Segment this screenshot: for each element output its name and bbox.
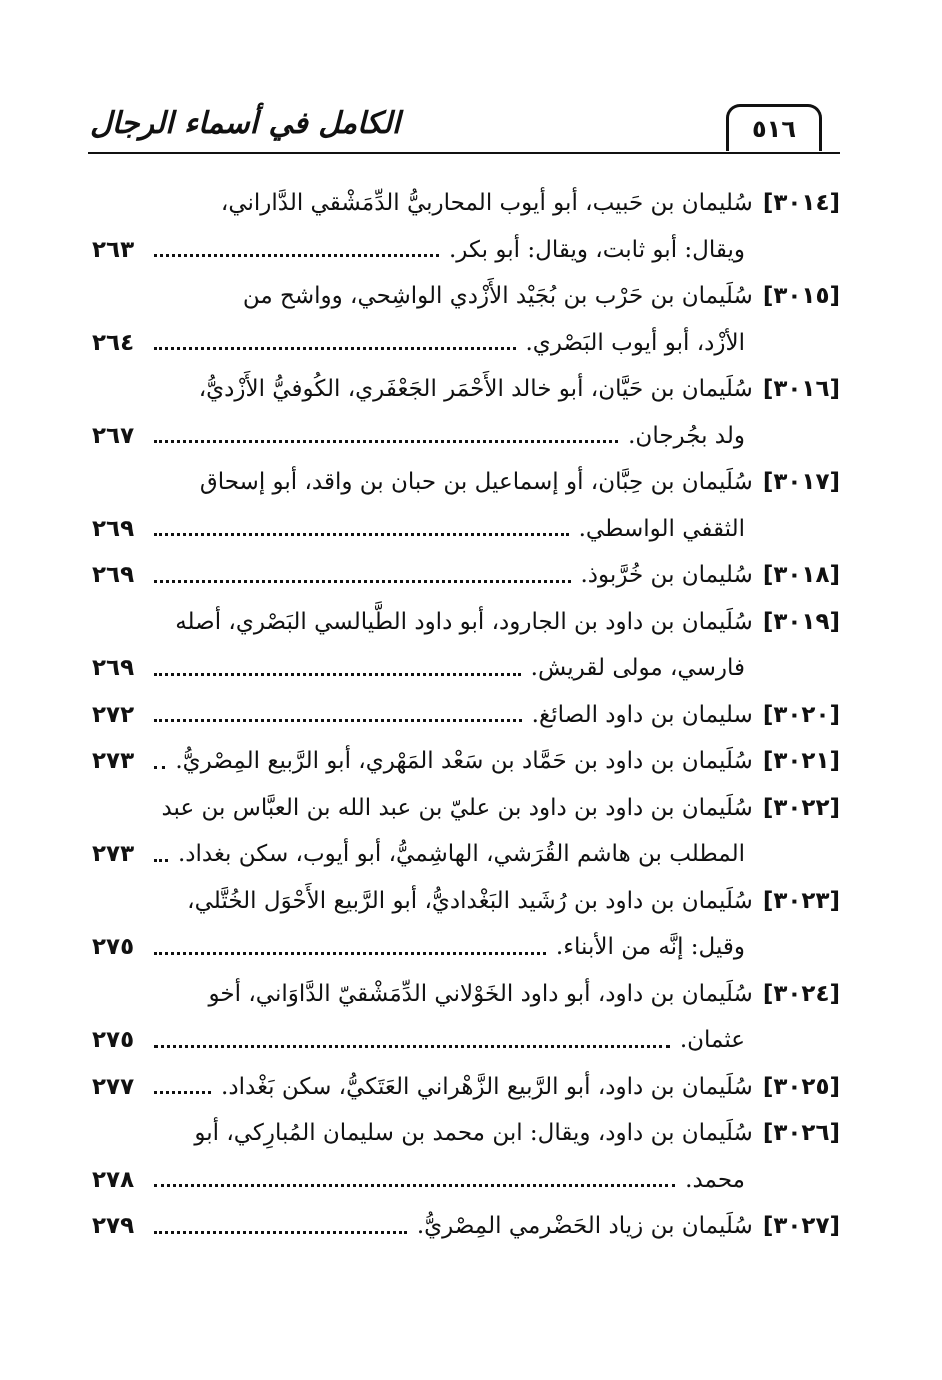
dot-leader: [154, 1231, 407, 1234]
entry-page-number: ٢٧٥: [92, 934, 135, 960]
index-line: [92, 320, 840, 367]
dot-leader: [154, 1045, 670, 1048]
index-line: [92, 1157, 840, 1204]
entry-number: [٣٠٢٠]: [762, 701, 840, 728]
entry-number: [٣٠١٧]: [762, 469, 840, 495]
entry-text: سُلَيمان بن داود بن حَمَّاد بن سَعْد المَهْري، أبو الرَّبيع المِصْريُّ.: [175, 748, 753, 774]
header-rule: [88, 152, 840, 154]
index-line: [92, 459, 840, 506]
index-line: [92, 506, 840, 553]
entry-text: سُلَيمان بن داود بن داود بن عليّ بن عبد الله بن العبَّاس بن عبد: [161, 794, 753, 821]
index-line: [92, 1064, 840, 1111]
entry-page-number: ٢٧٥: [92, 1027, 135, 1053]
index-line: [92, 180, 840, 227]
entry-text: محمد.: [685, 1166, 745, 1193]
index-line: [92, 599, 840, 646]
entry-page-number: ٢٦٩: [92, 562, 135, 588]
entry-page-number: ٢٧٧: [92, 1073, 135, 1100]
entry-text: سُليمان بن حَبيب، أبو أيوب المحاربيُّ الدِّمَشْقي الدَّاراني،: [220, 190, 753, 216]
dot-leader: [154, 580, 571, 583]
entry-text: المطلب بن هاشم القُرَشي، الهاشِميُّ، أبو أيوب، سكن بغداد.: [177, 841, 745, 867]
index-line: [92, 273, 840, 320]
entry-text: عثمان.: [679, 1027, 745, 1053]
dot-leader: [154, 859, 168, 862]
dot-leader: [154, 533, 569, 536]
entry-text: سُلَيمان بن حِبَّان، أو إسماعيل بن حبان بن واقد، أبو إسحاق: [199, 469, 753, 495]
index-line: [92, 413, 840, 460]
entry-page-number: ٢٧٢: [92, 701, 135, 728]
index-line: [92, 366, 840, 413]
entry-text: سُلَيمان بن حَرْب بن بُجَيْد الأَزْدي الواشِحي، وواشح من: [242, 283, 753, 309]
entry-page-number: ٢٧٨: [92, 1166, 135, 1193]
entry-text: سُلَيمان بن داود، أبو الرَّبيع الزَّهْراني العَتَكيُّ، سكن بَغْداد.: [221, 1073, 753, 1100]
entry-number: [٣٠٢٣]: [762, 887, 840, 914]
entry-text: سليمان بن داود الصائغ.: [531, 701, 753, 728]
entry-page-number: ٢٦٩: [92, 515, 135, 542]
entry-number: [٣٠٢٤]: [762, 980, 840, 1007]
entry-number: [٣٠١٦]: [762, 376, 840, 402]
index-line: [92, 1203, 840, 1250]
index-line: [92, 924, 840, 971]
entry-page-number: ٢٦٩: [92, 655, 135, 681]
entry-text: سُلَيمان بن داود بن رُشَيد البَغْداديُّ، أبو الرَّبيع الأَحْوَل الخُتَّلي،: [187, 887, 753, 914]
index-line: [92, 785, 840, 832]
index-line: [92, 645, 840, 692]
page-header: [88, 100, 840, 156]
entry-number: [٣٠١٥]: [762, 283, 840, 309]
entry-text: سُلَيمان بن حَيَّان، أبو خالد الأَحْمَر الجَعْفَري، الكُوفيُّ الأَزْديُّ،: [198, 376, 753, 402]
entry-text: ولد بجُرجان.: [628, 422, 745, 449]
entry-number: [٣٠٢٥]: [762, 1073, 840, 1100]
index-line: [92, 227, 840, 274]
entry-text: سُلَيمان بن داود، ويقال: ابن محمد بن سليمان المُبارِكي، أبو: [194, 1120, 753, 1146]
entry-text: سُلَيمان بن داود بن الجارود، أبو داود الطَّيالسي البَصْري، أصله: [175, 608, 753, 635]
index-line: [92, 692, 840, 739]
entry-number: [٣٠٢٦]: [762, 1120, 840, 1146]
entry-page-number: ٢٦٤: [92, 329, 135, 356]
entry-text: سُليمان بن خُرَّبوذ.: [580, 562, 753, 588]
entry-number: [٣٠٢١]: [762, 748, 840, 774]
dot-leader: [154, 1184, 675, 1187]
index-line: [92, 552, 840, 599]
book-title: الكامل في أسماء الرجال: [90, 106, 401, 141]
dot-leader: [154, 347, 516, 350]
entry-text: الأزْد، أبو أيوب البَصْري.: [525, 329, 745, 356]
index-line: [92, 738, 840, 785]
entry-page-number: ٢٧٣: [92, 841, 135, 867]
entry-page-number: ٢٦٣: [92, 236, 135, 263]
index-line: [92, 878, 840, 925]
index-line: [92, 1110, 840, 1157]
dot-leader: [154, 952, 546, 955]
entry-number: [٣٠٢٧]: [762, 1213, 840, 1239]
index-line: [92, 831, 840, 878]
index-entries: [92, 180, 840, 1250]
entry-text: وقيل: إنَّه من الأبناء.: [555, 934, 745, 960]
entry-text: ويقال: أبو ثابت، ويقال: أبو بكر.: [448, 236, 745, 263]
entry-number: [٣٠١٤]: [762, 190, 840, 216]
entry-page-number: ٢٧٩: [92, 1213, 135, 1239]
entry-number: [٣٠١٨]: [762, 562, 840, 588]
dot-leader: [154, 440, 618, 443]
entry-text: الثقفي الواسطي.: [578, 515, 745, 542]
entry-text: سُلَيمان بن داود، أبو داود الخَوْلاني الدِّمَشْقيّ الدَّاوَاني، أخو: [208, 980, 753, 1007]
dot-leader: [154, 766, 165, 769]
entry-text: فارسي، مولى لقريش.: [530, 655, 745, 681]
dot-leader: [154, 254, 439, 257]
entry-text: سُلَيمان بن زياد الحَضْرمي المِصْريُّ.: [416, 1213, 753, 1239]
dot-leader: [154, 719, 522, 722]
index-line: [92, 971, 840, 1018]
dot-leader: [154, 673, 521, 676]
page-number: ٥١٦: [726, 104, 822, 151]
index-line: [92, 1017, 840, 1064]
entry-page-number: ٢٧٣: [92, 748, 135, 774]
entry-number: [٣٠١٩]: [762, 608, 840, 635]
entry-number: [٣٠٢٢]: [762, 794, 840, 821]
entry-page-number: ٢٦٧: [92, 422, 135, 449]
dot-leader: [154, 1091, 211, 1094]
